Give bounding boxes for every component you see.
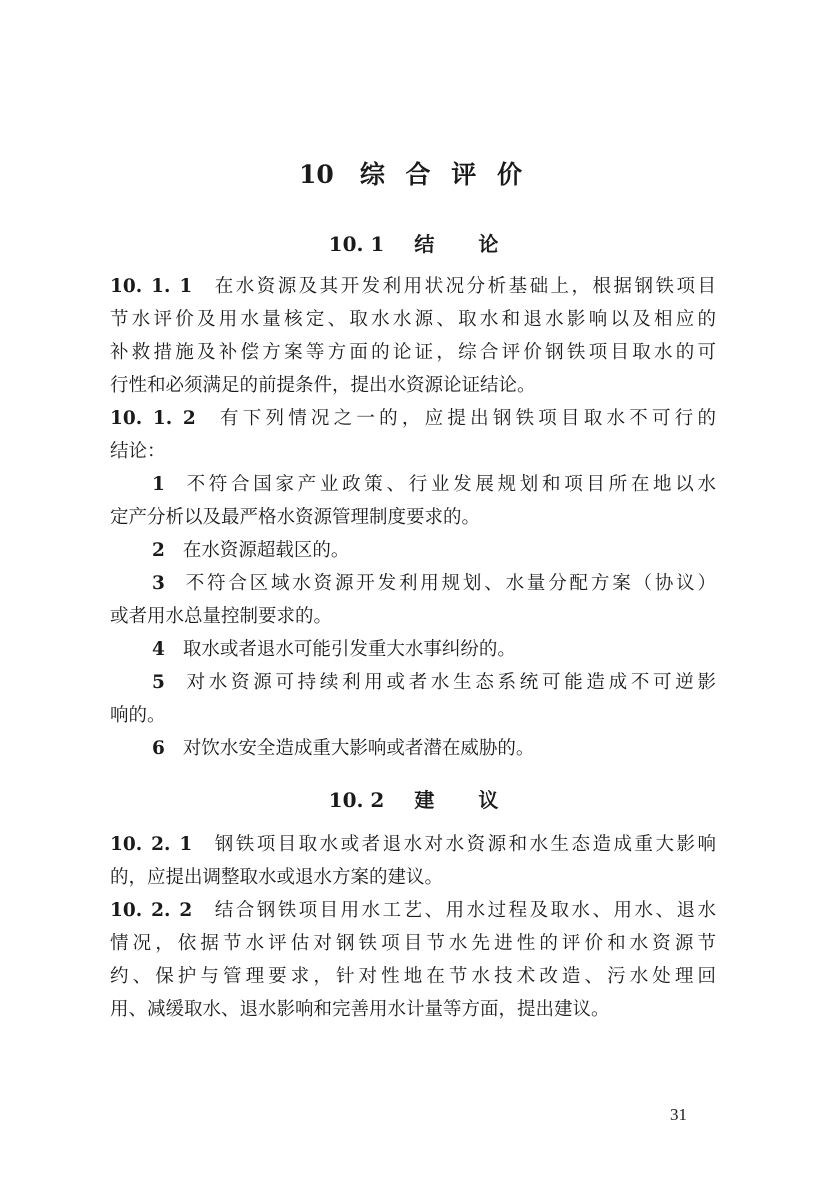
chapter-title-text: 综 合 评 价 bbox=[359, 160, 528, 189]
section-title-char: 论 bbox=[478, 232, 499, 256]
section-number: 10. 2 bbox=[328, 788, 385, 812]
list-item bbox=[152, 569, 716, 599]
clause-10-1-1-line bbox=[110, 272, 716, 302]
list-item bbox=[152, 536, 716, 566]
item-text: 取水或者退水可能引发重大水事纠纷的。 bbox=[182, 639, 516, 660]
list-item-continuation: 响的。 bbox=[110, 705, 166, 726]
chapter-title bbox=[0, 155, 827, 191]
item-text: 不符合区域水资源开发利用规划、水量分配方案（协议） bbox=[182, 573, 716, 594]
item-number: 4 bbox=[152, 639, 165, 660]
list-item-continuation: 或者用水总量控制要求的。 bbox=[110, 606, 333, 627]
section-number: 10. 1 bbox=[328, 232, 385, 256]
item-text: 对饮水安全造成重大影响或者潜在威胁的。 bbox=[182, 738, 535, 759]
clause-10-1-1-line: 行性和必须满足的前提条件，提出水资源论证结论。 bbox=[110, 375, 536, 396]
list-item bbox=[152, 635, 716, 665]
clause-number: 10. 1. 2 bbox=[110, 408, 196, 429]
item-text: 在水资源超载区的。 bbox=[182, 540, 350, 561]
clause-10-2-1-line bbox=[110, 830, 716, 860]
clause-10-1-2-line: 结论： bbox=[110, 441, 166, 462]
item-text: 不符合国家产业政策、行业发展规划和项目所在地以水 bbox=[182, 474, 716, 495]
page-number: 31 bbox=[670, 1105, 687, 1124]
section-title-suggestion bbox=[0, 784, 827, 813]
chapter-number: 10 bbox=[299, 160, 334, 189]
clause-10-2-2-line: 约、保护与管理要求，针对性地在节水技术改造、污水处理回 bbox=[110, 966, 716, 987]
clause-text: 有下列情况之一的，应提出钢铁项目取水不可行的 bbox=[215, 408, 716, 429]
item-number: 3 bbox=[152, 573, 165, 594]
section-title-char: 结 bbox=[414, 232, 435, 256]
clause-text: 在水资源及其开发利用状况分析基础上，根据钢铁项目 bbox=[212, 276, 716, 297]
clause-10-2-2-line: 情况，依据节水评估对钢铁项目节水先进性的评价和水资源节 bbox=[110, 933, 716, 954]
item-text: 对水资源可持续利用或者水生态系统可能造成不可逆影 bbox=[182, 672, 716, 693]
clause-10-1-1-line: 补救措施及补偿方案等方面的论证，综合评价钢铁项目取水的可 bbox=[110, 342, 716, 363]
clause-10-2-1-line: 的，应提出调整取水或退水方案的建议。 bbox=[110, 867, 444, 888]
item-number: 2 bbox=[152, 540, 165, 561]
clause-10-1-1-line: 节水评价及用水量核定、取水水源、取水和退水影响以及相应的 bbox=[110, 309, 716, 330]
clause-10-2-2-line bbox=[110, 896, 716, 926]
clause-text: 钢铁项目取水或者退水对水资源和水生态造成重大影响 bbox=[212, 834, 716, 855]
section-title-char: 建 bbox=[414, 788, 435, 812]
list-item bbox=[152, 734, 716, 764]
list-item-continuation: 定产分析以及最严格水资源管理制度要求的。 bbox=[110, 507, 481, 528]
section-title-conclusion bbox=[0, 228, 827, 257]
clause-number: 10. 1. 1 bbox=[110, 276, 193, 297]
clause-number: 10. 2. 2 bbox=[110, 900, 193, 921]
section-title-char: 议 bbox=[478, 788, 499, 812]
clause-10-1-2-line bbox=[110, 404, 716, 434]
item-number: 5 bbox=[152, 672, 165, 693]
clause-10-2-2-line: 用、减缓取水、退水影响和完善用水计量等方面，提出建议。 bbox=[110, 999, 610, 1020]
clause-number: 10. 2. 1 bbox=[110, 834, 193, 855]
list-item bbox=[152, 470, 716, 500]
clause-text: 结合钢铁项目用水工艺、用水过程及取水、用水、退水 bbox=[212, 900, 716, 921]
item-number: 6 bbox=[152, 738, 165, 759]
list-item bbox=[152, 668, 716, 698]
item-number: 1 bbox=[152, 474, 165, 495]
